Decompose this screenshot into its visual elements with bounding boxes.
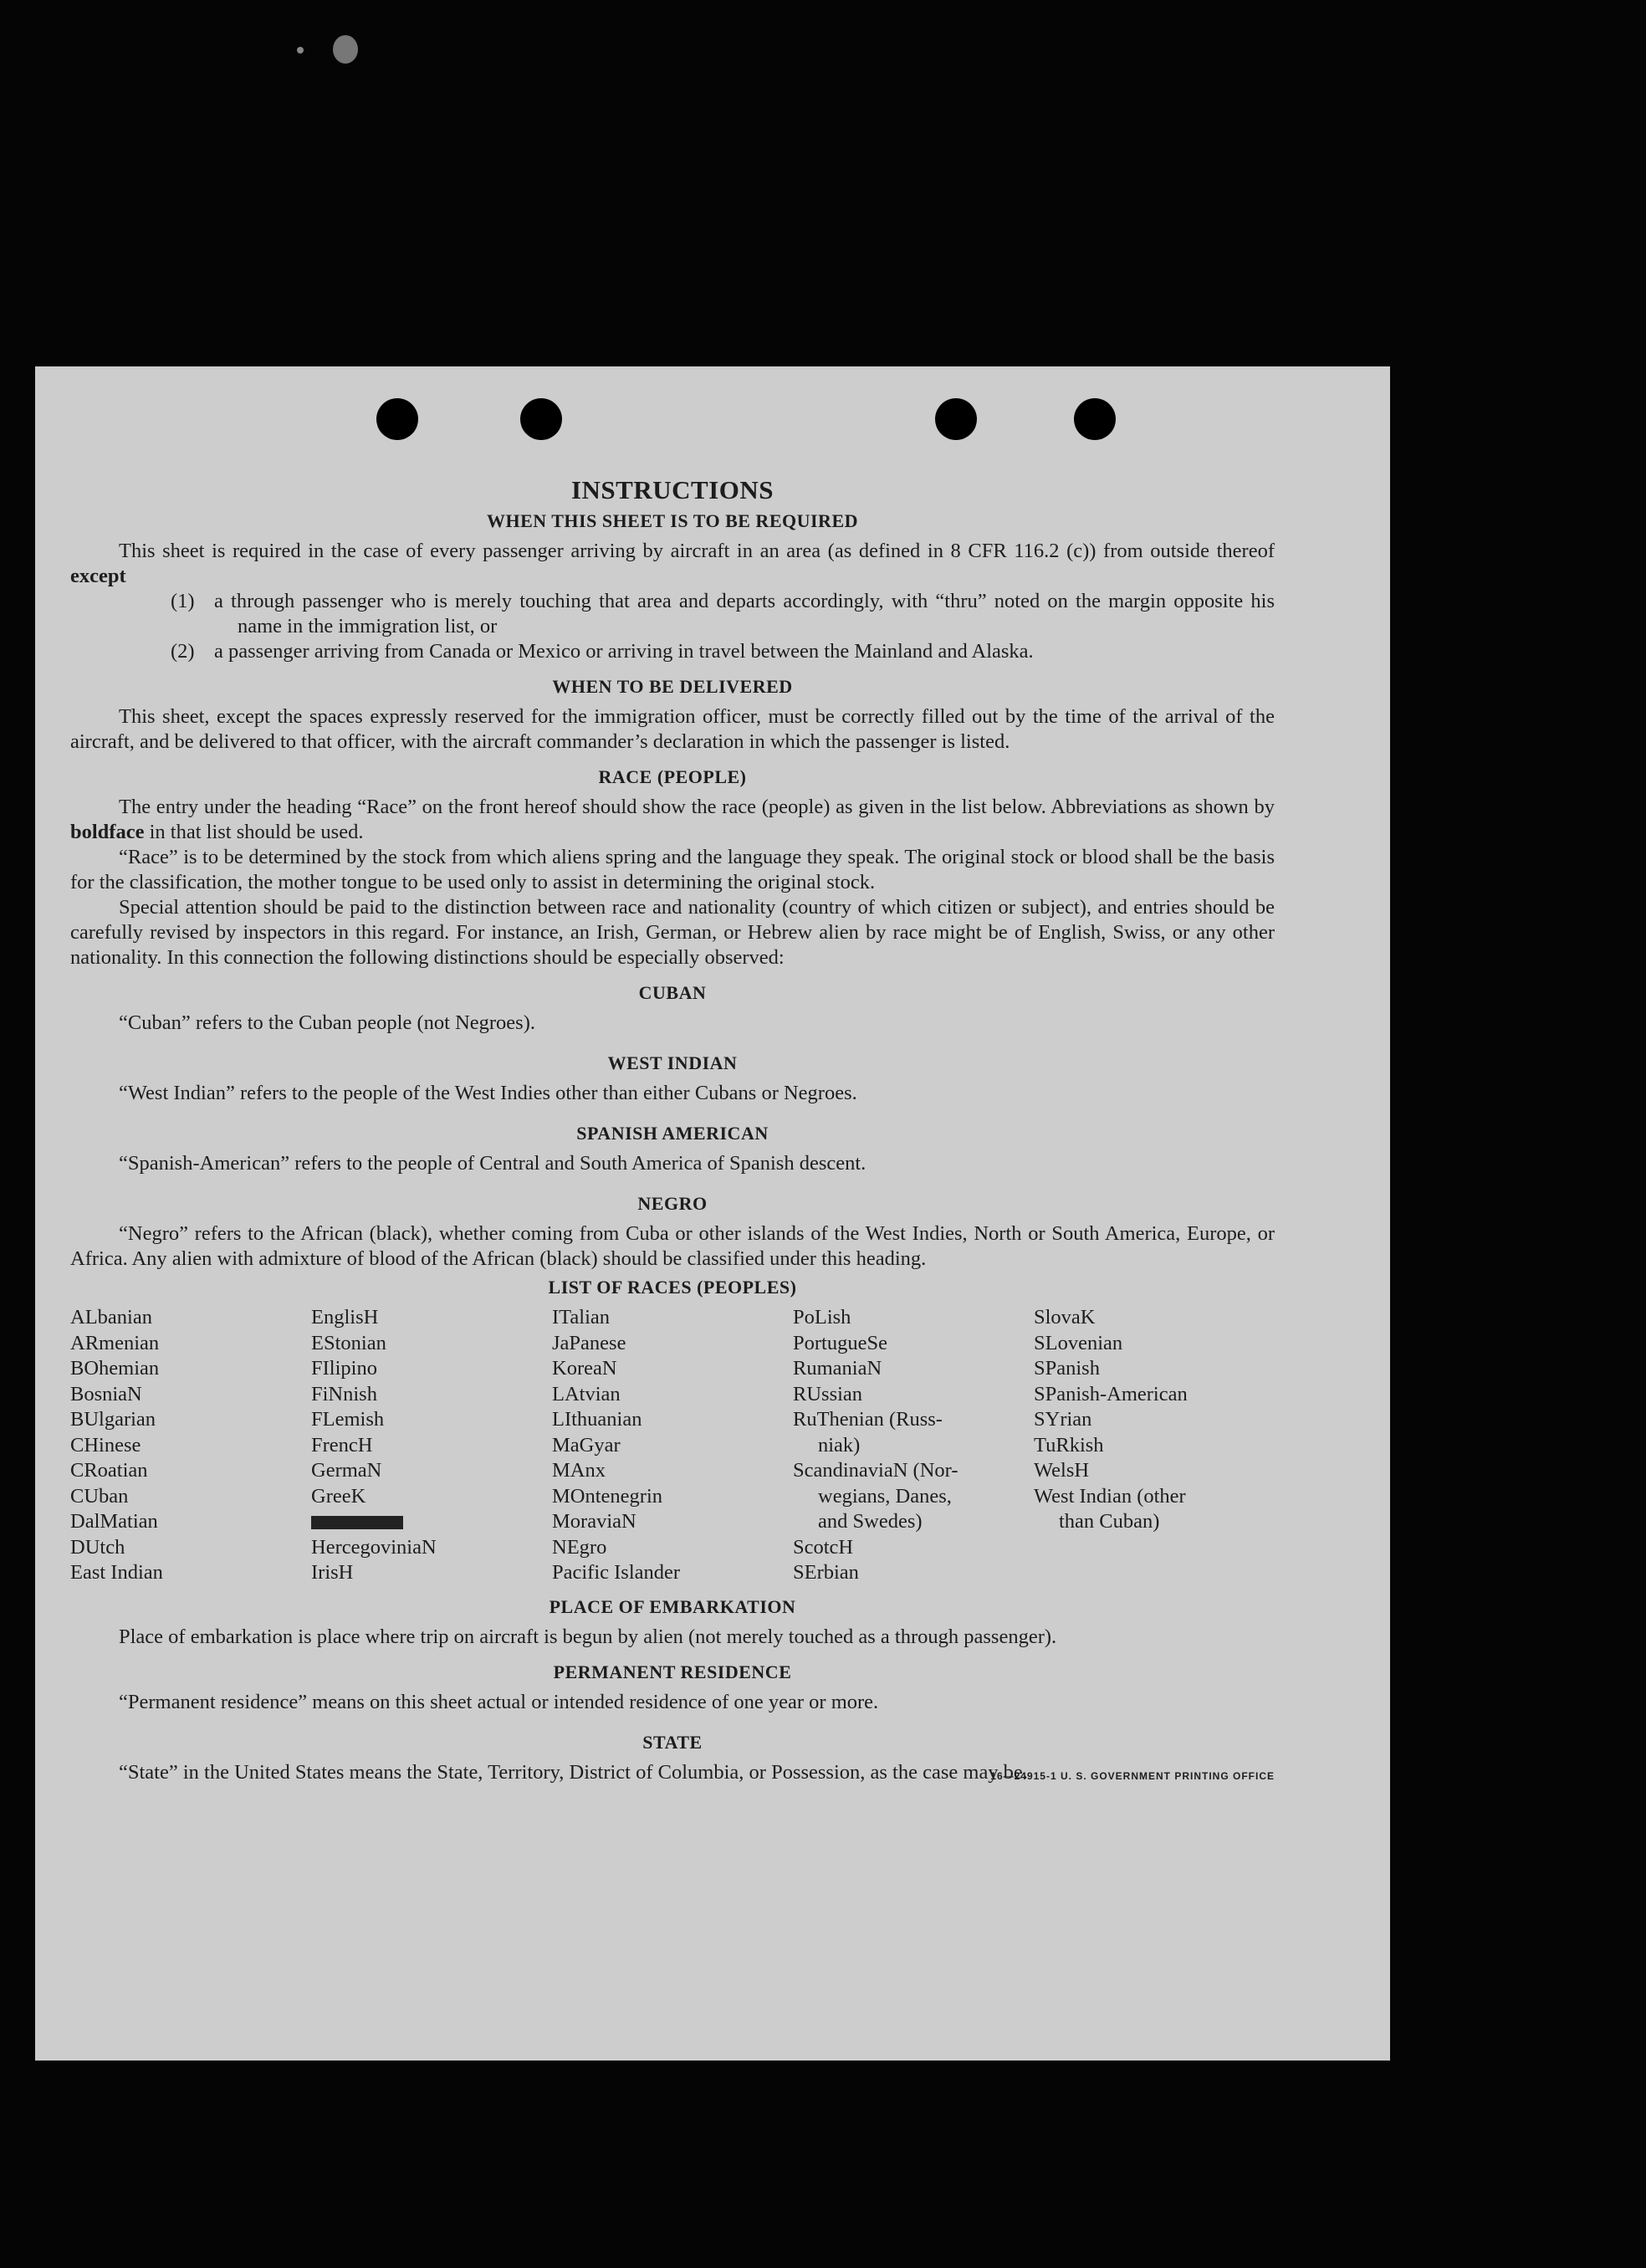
scan-speck (333, 35, 358, 64)
race-entry: DUtch (70, 1535, 125, 1559)
heading-west-indian: WEST INDIAN (607, 1052, 738, 1073)
race-entry: WelsH (1034, 1459, 1090, 1482)
race-paragraph-2: “Race” is to be determined by the stock from which aliens spring and the language they speak. The original stock or blood shall be the basis for the classification, the mother tongue to be used only to assist in determining the original stock. (70, 846, 1275, 893)
cuban-text: “Cuban” refers to the Cuban people (not Negroes). (119, 1011, 535, 1034)
race-entry: MaGyar (552, 1433, 621, 1457)
race-column-1 (70, 1305, 311, 1586)
race-entry: KoreaN (552, 1357, 617, 1380)
race-entry: GermaN (311, 1459, 382, 1482)
race-entry: PoLish (793, 1306, 851, 1329)
scan-speck (297, 47, 304, 54)
race-entry-continued: niak) (818, 1433, 861, 1457)
race-entry: DalMatian (70, 1510, 158, 1533)
race-entry-continued: than Cuban) (1059, 1510, 1160, 1533)
race-entry: FIlipino (311, 1357, 377, 1380)
race-entry: FrencH (311, 1433, 373, 1457)
race-entry: FLemish (311, 1408, 385, 1431)
strikeout-mark (311, 1516, 403, 1529)
race-entry: ARmenian (70, 1331, 160, 1354)
race-list (70, 1305, 1275, 1586)
heading-spanish-american: SPANISH AMERICAN (576, 1123, 769, 1144)
race-entry-continued: and Swedes) (818, 1510, 923, 1533)
race-entry: LIthuanian (552, 1408, 642, 1431)
race-entry: JaPanese (552, 1331, 626, 1354)
race-entry: SPanish-American (1034, 1382, 1188, 1405)
punch-hole (1074, 398, 1116, 440)
west-indian-text: “West Indian” refers to the people of the West Indies other than either Cubans or Negroes. (119, 1082, 857, 1104)
heading-required: WHEN THIS SHEET IS TO BE REQUIRED (486, 510, 859, 531)
delivered-text: This sheet, except the spaces expressly reserved for the immigration officer, must be correctly filled out by the time of the arrival of the aircraft, and be delivered to that officer, with the aircraft commander’s declaration in which the passenger is listed. (70, 705, 1275, 753)
race-entry: CUban (70, 1484, 129, 1508)
race-entry: SLovenian (1034, 1331, 1123, 1354)
heading-cuban: CUBAN (638, 982, 707, 1003)
race-entry: ALbanian (70, 1306, 152, 1329)
race-entry: ScandinaviaN (Nor- (793, 1459, 958, 1482)
race-column-4 (793, 1305, 1034, 1586)
spanish-american-text: “Spanish-American” refers to the people of Central and South America of Spanish descent. (119, 1152, 866, 1175)
race-entry: GreeK (311, 1484, 366, 1508)
race-entry: CRoatian (70, 1459, 148, 1482)
race-entry: HercegoviniaN (311, 1535, 437, 1559)
race-entry: RumaniaN (793, 1357, 882, 1380)
race-entry: West Indian (other (1034, 1484, 1186, 1508)
race-entry: BOhemian (70, 1357, 160, 1380)
race-entry: BUlgarian (70, 1408, 156, 1431)
race-entry: MAnx (552, 1459, 606, 1482)
race-entry: RuThenian (Russ- (793, 1408, 943, 1431)
race-entry: SlovaK (1034, 1306, 1096, 1329)
state-block (70, 1760, 1275, 1785)
race-column-5 (1034, 1305, 1275, 1586)
printer-imprint: 16—24915-1 U. S. GOVERNMENT PRINTING OFFICE (990, 1769, 1275, 1782)
required-item-2: (2) a passenger arriving from Canada or Mexico or arriving in travel between the Mainland and Alaska. (171, 640, 1034, 663)
race-entry: ScotcH (793, 1535, 854, 1559)
race-entry: BosniaN (70, 1382, 142, 1405)
struck-entry (311, 1509, 552, 1535)
race-entry: IrisH (311, 1561, 354, 1584)
residence-text: “Permanent residence” means on this sheet actual or intended residence of one year or more. (119, 1690, 879, 1713)
state-text: “State” in the United States means the State, Territory, District of Columbia, or Possession, as the case may be. (119, 1760, 1028, 1784)
race-column-3 (552, 1305, 793, 1586)
required-intro: This sheet is required in the case of every passenger arriving by aircraft in an area (as defined in 8 CFR 116.2 (c)) from outside thereof except (70, 540, 1275, 587)
instruction-sheet (35, 366, 1390, 2061)
embarkation-text: Place of embarkation is place where trip on aircraft is begun by alien (not merely touched as a through passenger). (119, 1625, 1057, 1648)
heading-permanent-residence: PERMANENT RESIDENCE (553, 1661, 792, 1682)
heading-embarkation: PLACE OF EMBARKATION (549, 1595, 796, 1617)
punch-hole (520, 398, 562, 440)
heading-list-of-races: LIST OF RACES (PEOPLES) (548, 1277, 797, 1298)
heading-state: STATE (642, 1731, 703, 1753)
race-entry-continued: wegians, Danes, (818, 1484, 952, 1508)
race-entry: ITalian (552, 1306, 611, 1329)
race-entry: CHinese (70, 1433, 141, 1457)
race-entry: RUssian (793, 1382, 863, 1405)
race-column-2 (311, 1305, 552, 1586)
heading-delivered: WHEN TO BE DELIVERED (552, 676, 793, 697)
race-entry: EnglisH (311, 1306, 379, 1329)
race-entry: MOntenegrin (552, 1484, 662, 1508)
race-entry: TuRkish (1034, 1433, 1104, 1457)
race-entry: East Indian (70, 1561, 163, 1584)
race-entry: MoraviaN (552, 1510, 636, 1533)
race-entry: EStonian (311, 1331, 386, 1354)
race-entry: NEgro (552, 1535, 607, 1559)
punch-hole (376, 398, 418, 440)
race-entry: SPanish (1034, 1357, 1100, 1380)
race-paragraph-1: The entry under the heading “Race” on the front hereof should show the race (people) as given in the list below. Abbreviations as shown by boldface in that list should be used. (70, 796, 1275, 843)
race-paragraph-3: Special attention should be paid to the distinction between race and nationality (country of which citizen or subject), and entries should be carefully revised by inspectors in this regard. For instance, an Irish, German, or Hebrew alien by race might be of English, Swiss, or any other nationality. In this connection the following distinctions should be especially observed: (70, 896, 1275, 969)
race-entry: LAtvian (552, 1382, 621, 1405)
heading-negro: NEGRO (637, 1193, 708, 1214)
race-entry: SYrian (1034, 1408, 1092, 1431)
race-entry: FiNnish (311, 1382, 377, 1405)
race-entry: Pacific Islander (552, 1561, 681, 1584)
sheet-content (70, 475, 1275, 1785)
page-title: INSTRUCTIONS (570, 475, 774, 504)
negro-text: “Negro” refers to the African (black), whether coming from Cuba or other islands of the West Indies, North or South America, Europe, or Africa. Any alien with admixture of blood of the African (black) should be classified under this heading. (70, 1222, 1275, 1270)
heading-race: RACE (PEOPLE) (598, 766, 747, 787)
punch-hole (935, 398, 977, 440)
race-entry: SErbian (793, 1561, 859, 1584)
race-entry: PortugueSe (793, 1331, 887, 1354)
required-item-1: (1) a through passenger who is merely touching that area and departs accordingly, with “thru” noted on the margin opposite his name in the immigration list, or (171, 590, 1275, 637)
